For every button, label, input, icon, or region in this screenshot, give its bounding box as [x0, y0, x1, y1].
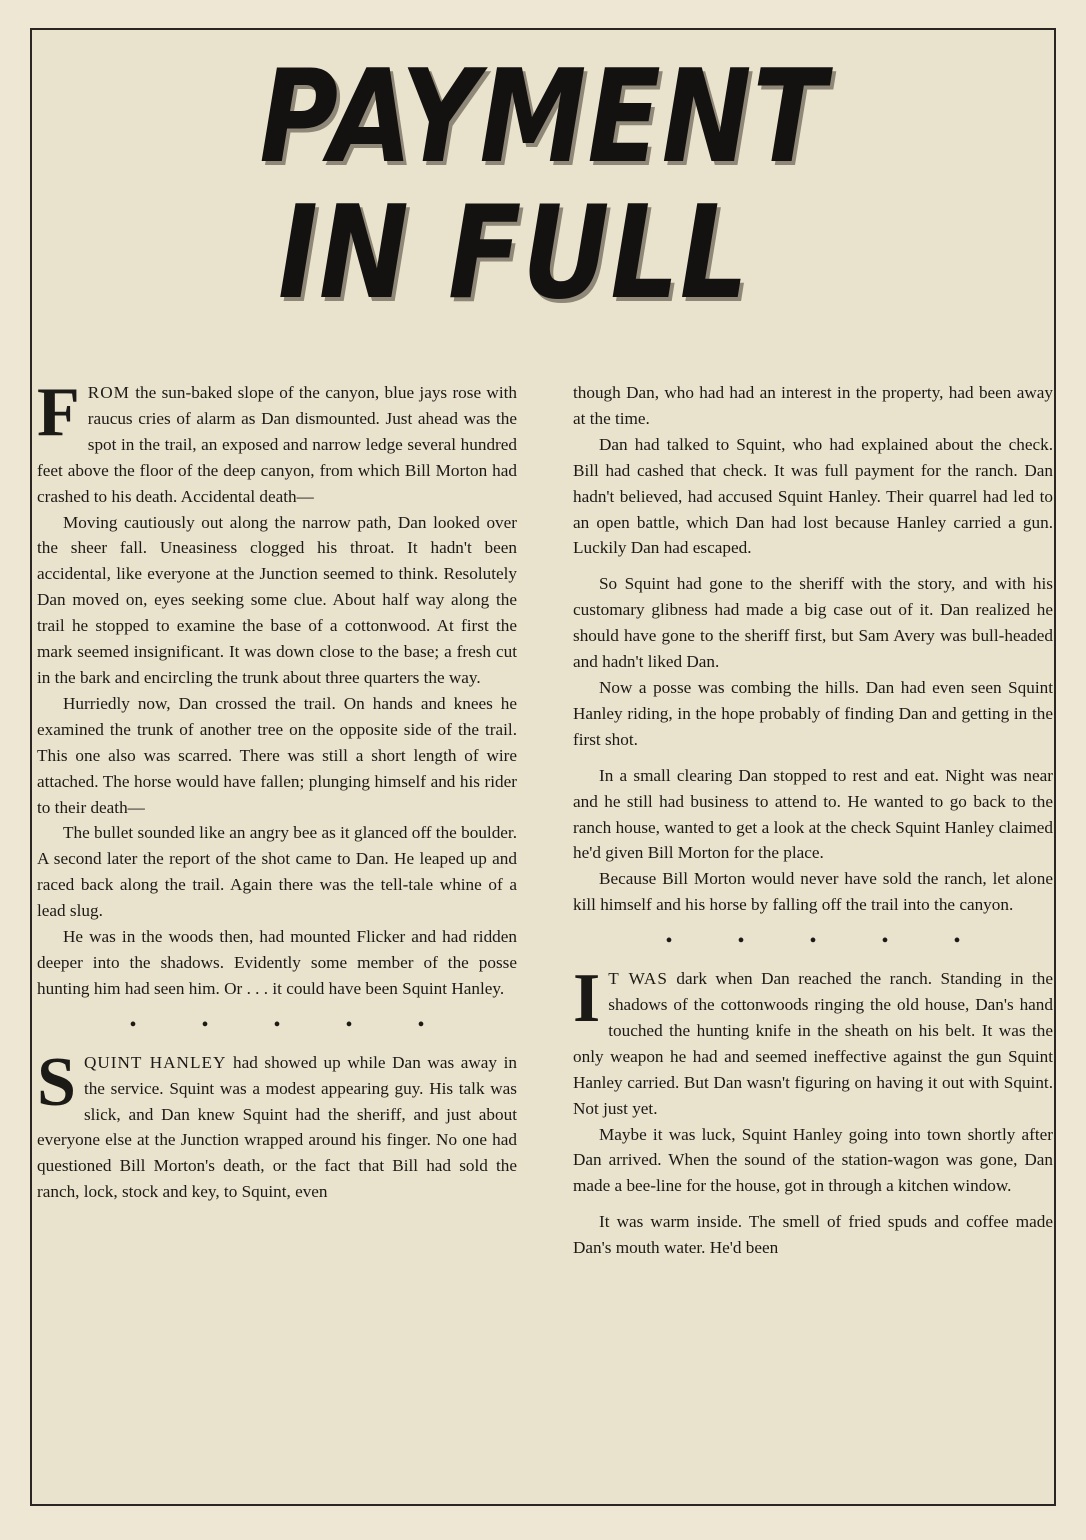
lead-in: QUINT HANLEY — [83, 1052, 227, 1072]
section-separator: • • • • • — [129, 1013, 455, 1036]
lead-in: ROM — [87, 383, 130, 402]
paragraph-gap — [573, 561, 1053, 571]
left-column — [37, 374, 517, 1205]
paragraph-6: Because Bill Morton would never have sold the ranch, let alone kill himself and his horse by falling off the trail into the canyon. — [573, 869, 1053, 915]
paragraph-text: the sun-baked slope of the canyon, blue jays rose with raucus cries of alarm as Dan dismounted. Just ahead was the spot in the trail, an exposed and narrow ledge several hundred feet above the floor of the deep canyon, from which Bill Morton had crashed to his death. Accidental death— — [37, 383, 517, 506]
drop-cap: I — [573, 960, 601, 1038]
paragraph-6 — [37, 1043, 517, 1205]
paragraph-text: dark when Dan reached the ranch. Standing in the shadows of the cottonwoods ringing the old house, Dan's hand touched the hunting knife in the sheath on his belt. It was the only weapon he had and seemed ineffective against the gun Squint Hanley carried. But Dan wasn't figuring on having it out with Squint. Not just yet. — [573, 969, 1053, 1118]
paragraph-1 — [37, 374, 517, 510]
paragraph-gap — [573, 753, 1053, 763]
drop-cap: S — [37, 1043, 76, 1121]
paragraph-4: Now a posse was combing the hills. Dan had even seen Squint Hanley riding, in the hope probably of finding Dan and getting in the first shot. — [573, 677, 1053, 749]
paragraph-5: He was in the woods then, had mounted Flicker and had ridden deeper into the shadows. Evidently some member of the posse hunting him had seen him. Or . . . it could have been Squint Hanley. — [37, 927, 517, 998]
paragraph-8: Maybe it was luck, Squint Hanley going into town shortly after Dan arrived. When the sound of the station-wagon was gone, Dan made a bee-line for the house, got in through a kitchen window. — [573, 1124, 1053, 1196]
right-column — [573, 380, 1053, 1261]
paragraph-3: Hurriedly now, Dan crossed the trail. On hands and knees he examined the trunk of another tree on the opposite side of the trail. This one also was scarred. There was still a short length of wire attached. The horse would have fallen; plunging himself and his rider to their death— — [37, 693, 517, 817]
headline-line-2: IN FULL — [278, 179, 750, 328]
paragraph-4: The bullet sounded like an angry bee as it glanced off the boulder. A second later the report of the shot came to Dan. He leaped up and raced back along the trail. Again there was the tell-tale whine of a lead slug. — [37, 823, 517, 921]
paragraph-5: In a small clearing Dan stopped to rest and eat. Night was near and he still had business to attend to. He wanted to go back to the ranch house, wanted to get a look at the check Squint Hanley claimed he'd given Bill Morton for the place. — [573, 765, 1053, 863]
paragraph-2: Moving cautiously out along the narrow path, Dan looked over the sheer fall. Uneasiness clogged his throat. It hadn't been accidental, like everyone at the Junction seemed to think. Resolutely Dan moved on, eyes seeking some clue. About half way along the trail he stopped to examine the base of a cottonwood. At first the mark seemed insignificant. It was down close to the base; a fresh cut in the bark and encircling the trunk about three quarters the way. — [37, 512, 517, 687]
headline-line-1: PAYMENT — [259, 43, 827, 192]
paragraph-1: though Dan, who had had an interest in the property, had been away at the time. — [573, 383, 1053, 428]
paragraph-7 — [573, 960, 1053, 1121]
paragraph-9: It was warm inside. The smell of fried spuds and coffee made Dan's mouth water. He'd been — [573, 1212, 1053, 1258]
paragraph-2: Dan had talked to Squint, who had explained about the check. Bill had cashed that check. It was full payment for the ranch. Dan hadn't believed, had accused Squint Hanley. Their quarrel had led to an open battle, which Dan had lost because Hanley carried a gun. Luckily Dan had escaped. — [573, 434, 1053, 558]
story-page — [30, 28, 1056, 1506]
headline — [114, 30, 972, 328]
paragraph-3: So Squint had gone to the sheriff with the story, and with his customary glibness had made a big case out of it. Dan realized he should have gone to the sheriff first, but Sam Avery was bull-headed and hadn't liked Dan. — [573, 574, 1053, 672]
paragraph-gap — [573, 1199, 1053, 1209]
lead-in: T WAS — [608, 969, 668, 989]
paragraph-text: had showed up while Dan was away in the service. Squint was a modest appearing guy. His talk was slick, and Dan knew Squint had the sheriff, and just about everyone else at the Junction wrapped around his finger. No one had questioned Bill Morton's death, or the fact that Bill had sold the ranch, lock, stock and key, to Squint, even — [37, 1052, 517, 1202]
drop-cap: F — [37, 374, 80, 451]
section-separator: • • • • • — [665, 930, 991, 953]
